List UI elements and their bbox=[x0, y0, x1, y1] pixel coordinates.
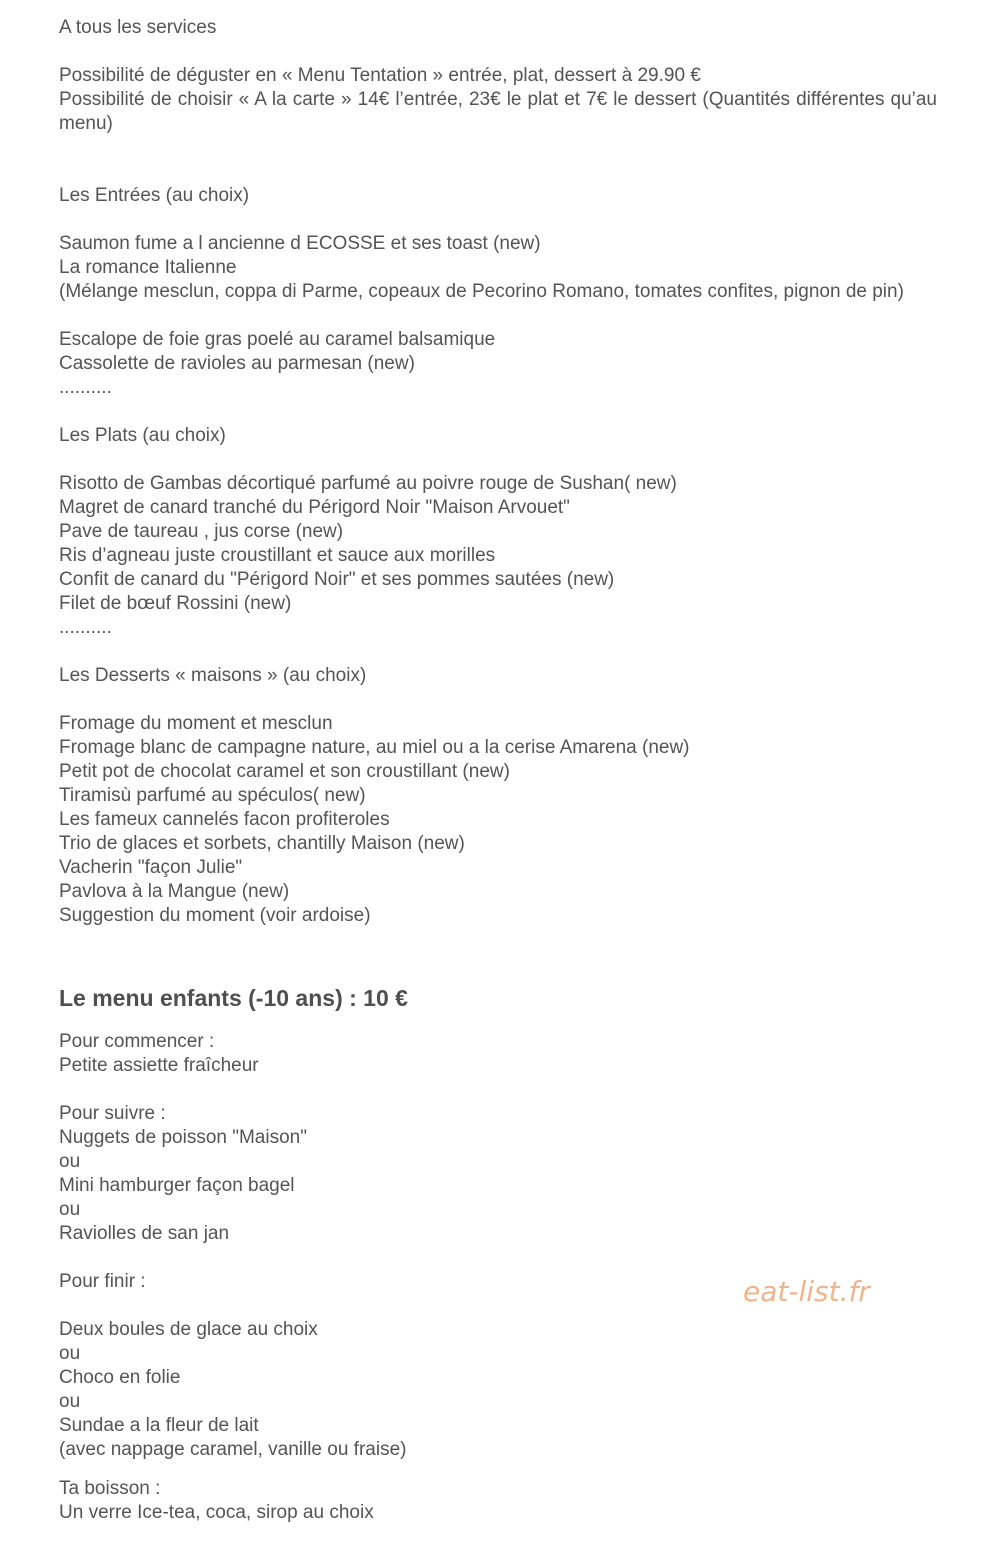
dessert-item: Suggestion du moment (voir ardoise) bbox=[59, 905, 371, 926]
entree-item-description: (Mélange mesclun, coppa di Parme, copeaux de Pecorino Romano, tomates confites, pignon de pin) bbox=[59, 281, 904, 302]
dessert-item: Petit pot de chocolat caramel et son croustillant (new) bbox=[59, 761, 510, 782]
kids-follow-or: ou bbox=[59, 1151, 81, 1172]
kids-drink-label: Ta boisson : bbox=[59, 1478, 161, 1499]
dessert-item: Les fameux cannelés facon profiteroles bbox=[59, 809, 390, 830]
dessert-item: Fromage blanc de campagne nature, au miel ou a la cerise Amarena (new) bbox=[59, 737, 690, 758]
entree-item: La romance Italienne bbox=[59, 257, 237, 278]
entree-item: Cassolette de ravioles au parmesan (new) bbox=[59, 353, 415, 374]
kids-finish-item: Choco en folie bbox=[59, 1367, 181, 1388]
dessert-item: Vacherin "façon Julie" bbox=[59, 857, 243, 878]
kids-finish-or: ou bbox=[59, 1391, 81, 1412]
menu-tentation-text: Possibilité de déguster en « Menu Tentation » entrée, plat, dessert à 29.90 € bbox=[59, 65, 701, 86]
kids-follow-or: ou bbox=[59, 1199, 81, 1220]
kids-follow-item: Mini hamburger façon bagel bbox=[59, 1175, 295, 1196]
plat-item: Magret de canard tranché du Périgord Noir "Maison Arvouet" bbox=[59, 497, 570, 518]
watermark: eat-list.fr bbox=[743, 1275, 870, 1308]
kids-start-item: Petite assiette fraîcheur bbox=[59, 1055, 259, 1076]
kids-finish-item: Deux boules de glace au choix bbox=[59, 1319, 318, 1340]
kids-follow-item: Nuggets de poisson "Maison" bbox=[59, 1127, 307, 1148]
kids-finish-item: Sundae a la fleur de lait bbox=[59, 1415, 259, 1436]
plat-item: Filet de bœuf Rossini (new) bbox=[59, 593, 292, 614]
kids-menu-title: Le menu enfants (-10 ans) : 10 € bbox=[59, 985, 408, 1011]
dessert-item: Tiramisù parfumé au spéculos( new) bbox=[59, 785, 366, 806]
entree-item: Escalope de foie gras poelé au caramel balsamique bbox=[59, 329, 496, 350]
a-la-carte-text: Possibilité de choisir « A la carte » 14€ l’entrée, 23€ le plat et 7€ le dessert (Quantités différentes qu’au menu) bbox=[59, 89, 937, 134]
services-note: A tous les services bbox=[59, 17, 217, 38]
dessert-item: Trio de glaces et sorbets, chantilly Maison (new) bbox=[59, 833, 465, 854]
plat-item: Pave de taureau , jus corse (new) bbox=[59, 521, 344, 542]
dessert-item: Fromage du moment et mesclun bbox=[59, 713, 333, 734]
desserts-heading: Les Desserts « maisons » (au choix) bbox=[59, 665, 367, 686]
plats-separator: .......... bbox=[59, 617, 112, 638]
kids-finish-item-description: (avec nappage caramel, vanille ou fraise) bbox=[59, 1439, 407, 1460]
plat-item: Ris d’agneau juste croustillant et sauce aux morilles bbox=[59, 545, 496, 566]
plats-heading: Les Plats (au choix) bbox=[59, 425, 226, 446]
plat-item: Risotto de Gambas décortiqué parfumé au poivre rouge de Sushan( new) bbox=[59, 473, 677, 494]
kids-finish-or: ou bbox=[59, 1343, 81, 1364]
entree-item: Saumon fume a l ancienne d ECOSSE et ses toast (new) bbox=[59, 233, 541, 254]
kids-start-label: Pour commencer : bbox=[59, 1031, 215, 1052]
kids-follow-item: Raviolles de san jan bbox=[59, 1223, 230, 1244]
plat-item: Confit de canard du "Périgord Noir" et ses pommes sautées (new) bbox=[59, 569, 615, 590]
entrees-heading: Les Entrées (au choix) bbox=[59, 185, 250, 206]
entrees-separator: .......... bbox=[59, 377, 112, 398]
kids-drink-item: Un verre Ice-tea, coca, sirop au choix bbox=[59, 1502, 374, 1523]
dessert-item: Pavlova à la Mangue (new) bbox=[59, 881, 290, 902]
kids-finish-label: Pour finir : bbox=[59, 1271, 146, 1292]
kids-follow-label: Pour suivre : bbox=[59, 1103, 166, 1124]
